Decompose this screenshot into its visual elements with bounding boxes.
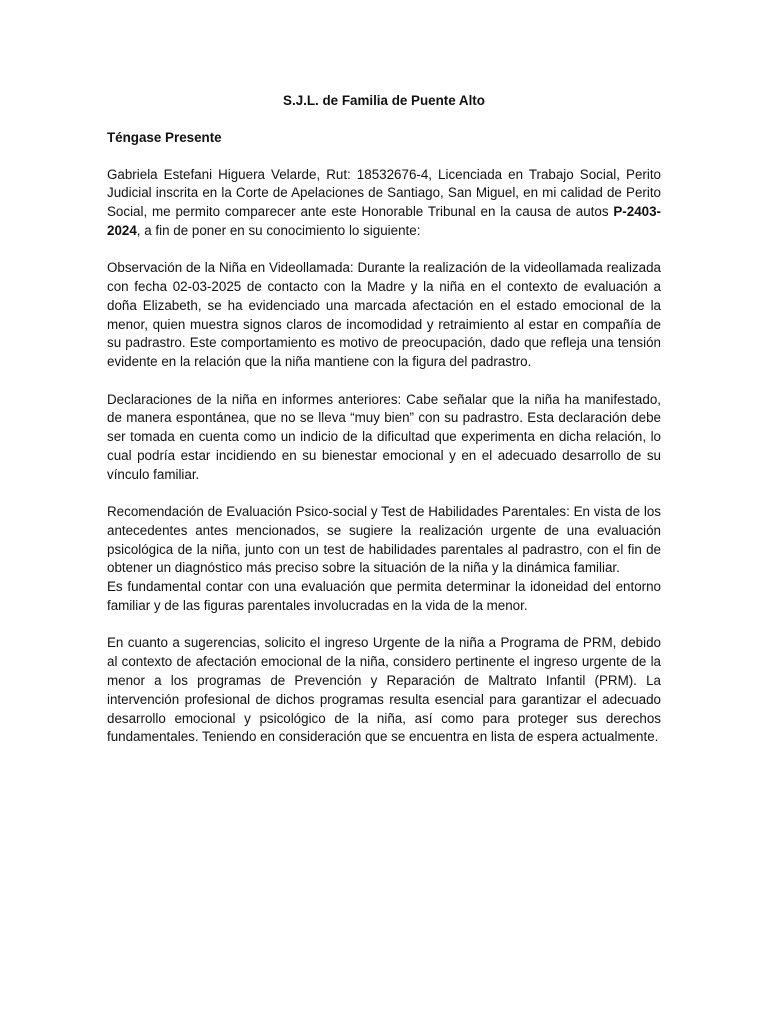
- document-page: [107, 92, 661, 766]
- intro-paragraph: [107, 166, 661, 241]
- recommendation-paragraph: Recomendación de Evaluación Psico-social y Test de Habilidades Parentales: En vista de los antecedentes antes mencionados, se sugiere la realización urgente de una evaluación psicológica de la niña, junto con un test de habilidades parentales al padrastro, con el fin de obtener un diagnóstico más preciso sobre la situación de la niña y la dinámica familiar.: [107, 504, 661, 576]
- court-title: S.J.L. de Familia de Puente Alto: [283, 93, 485, 108]
- observation-paragraph: Observación de la Niña en Videollamada: Durante la realización de la videollamada realizada con fecha 02-03-2025 de contacto con la Madre y la niña en el contexto de evaluación a doña Elizabeth, se ha evidenciado una marcada afectación en el estado emocional de la menor, quien muestra signos claros de incomodidad y retraimiento al estar en compañía de su padrastro. Este comportamiento es motivo de preocupación, dado que refleja una tensión evidente en la relación que la niña mantiene con la figura del padrastro.: [107, 260, 661, 370]
- statements-paragraph: Declaraciones de la niña en informes anteriores: Cabe señalar que la niña ha manifestado, de manera espontánea, que no se lleva “muy bien” con su padrastro. Esta declaración debe ser tomada en cuenta como un indicio de la dificultad que experimenta en dicha relación, lo cual podría estar incidiendo en su bienestar emocional y en el adecuado desarrollo de su vínculo familiar.: [107, 391, 661, 482]
- intro-text-end: , a fin de poner en su conocimiento lo siguiente:: [136, 222, 421, 238]
- case-number: P-2403-2024: [107, 204, 661, 238]
- intro-text: Gabriela Estefani Higuera Velarde, Rut: 18532676-4, Licenciada en Trabajo Social, Perito Judicial inscrita en la Corte de Apelaciones de Santiago, San Miguel, en mi calidad de Perito Social, me permito comparecer ante este Honorable Tribunal en la causa de autos: [107, 166, 661, 220]
- document-heading: Téngase Presente: [107, 129, 222, 145]
- suggestions-paragraph: En cuanto a sugerencias, solicito el ingreso Urgente de la niña a Programa de PRM, debido al contexto de afectación emocional de la niña, considero pertinente el ingreso urgente de la menor a los programas de Prevención y Reparación de Maltrato Infantil (PRM). La intervención profesional de dichos programas resulta esencial para garantizar el adecuado desarrollo emocional y psicológico de la niña, así como para proteger sus derechos fundamentales. Teniendo en consideración que se encuentra en lista de espera actualmente.: [107, 635, 661, 745]
- fundamental-paragraph: Es fundamental contar con una evaluación que permita determinar la idoneidad del entorno familiar y de las figuras parentales involucradas en la vida de la menor.: [107, 579, 661, 614]
